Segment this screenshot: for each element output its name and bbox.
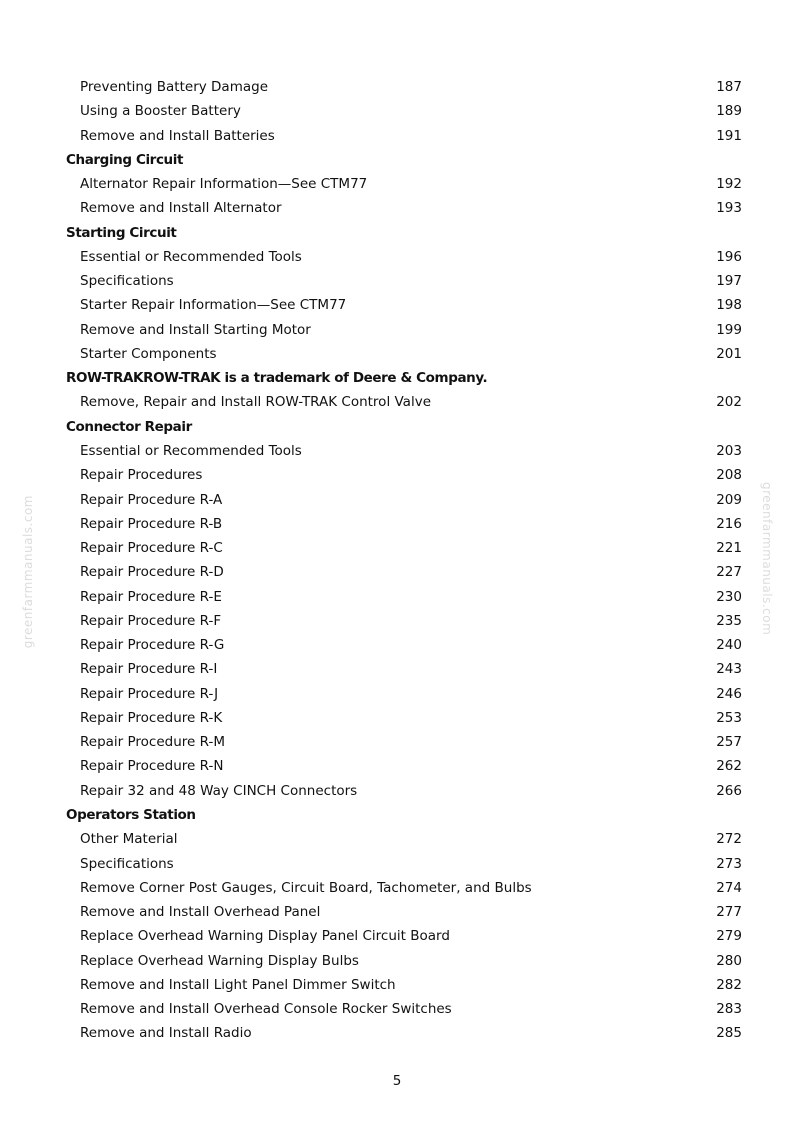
entry-page-number: 273 — [716, 855, 742, 872]
entry-page-number: 262 — [716, 758, 742, 775]
entry-page-number: 187 — [716, 79, 742, 95]
toc-entry[interactable] — [66, 924, 742, 948]
toc-entry[interactable] — [66, 1021, 742, 1045]
entry-page-number: 191 — [716, 127, 742, 144]
entry-title: Repair Procedure R-G — [80, 637, 225, 654]
page-number: 5 — [392, 1073, 402, 1089]
entry-page-number: 253 — [716, 709, 742, 726]
section-title: ROW-TRAKROW-TRAK is a trademark of Deere & Company. — [66, 370, 488, 387]
entry-title: Repair Procedure R-A — [80, 491, 223, 508]
entry-title: Remove, Repair and Install ROW-TRAK Control Valve — [80, 394, 431, 411]
toc-entry[interactable] — [66, 390, 742, 414]
table-of-contents — [66, 75, 742, 1046]
entry-title: Remove and Install Radio — [80, 1025, 252, 1042]
toc-entry[interactable] — [66, 876, 742, 900]
toc-entry[interactable] — [66, 172, 742, 196]
entry-page-number: 198 — [716, 297, 742, 314]
toc-entry[interactable] — [66, 949, 742, 973]
toc-entry[interactable] — [66, 99, 742, 123]
entry-title: Remove and Install Overhead Console Rocker Switches — [80, 1001, 452, 1018]
entry-page-number: 285 — [716, 1025, 742, 1042]
entry-page-number: 221 — [716, 540, 742, 557]
entry-page-number: 199 — [716, 321, 742, 338]
entry-title: Other Material — [80, 831, 178, 848]
toc-entry[interactable] — [66, 730, 742, 754]
toc-entry[interactable] — [66, 488, 742, 512]
toc-entry[interactable] — [66, 269, 742, 293]
entry-page-number: 202 — [716, 394, 742, 411]
entry-title: Replace Overhead Warning Display Bulbs — [80, 952, 359, 969]
entry-page-number: 193 — [716, 200, 742, 217]
toc-entry[interactable] — [66, 852, 742, 876]
toc-entry[interactable] — [66, 706, 742, 730]
section-title: Operators Station — [66, 806, 196, 823]
entry-title: Remove and Install Light Panel Dimmer Switch — [80, 976, 396, 993]
toc-section-heading — [66, 415, 742, 439]
watermark-right: greenfarmmanuals.com — [760, 482, 774, 636]
entry-page-number: 246 — [716, 685, 742, 702]
entry-page-number: 274 — [716, 879, 742, 896]
entry-title: Repair 32 and 48 Way CINCH Connectors — [80, 782, 358, 799]
entry-title: Repair Procedure R-E — [80, 588, 222, 605]
entry-page-number: 196 — [716, 248, 742, 265]
toc-entry[interactable] — [66, 342, 742, 366]
entry-page-number: 209 — [716, 491, 742, 508]
entry-title: Starter Components — [80, 345, 217, 362]
entry-page-number: 197 — [716, 273, 742, 290]
entry-title: Remove and Install Overhead Panel — [80, 904, 321, 921]
toc-entry[interactable] — [66, 997, 742, 1021]
entry-title: Remove and Install Batteries — [80, 127, 275, 144]
entry-title: Alternator Repair Information—See CTM77 — [80, 176, 368, 193]
toc-section-heading — [66, 366, 742, 390]
entry-title: Remove Corner Post Gauges, Circuit Board, Tachometer, and Bulbs — [80, 879, 532, 896]
entry-page-number: 203 — [716, 442, 742, 459]
section-title: Starting Circuit — [66, 224, 177, 241]
toc-entry[interactable] — [66, 754, 742, 778]
entry-title: Repair Procedure R-N — [80, 758, 224, 775]
entry-page-number: 201 — [716, 345, 742, 362]
section-title: Charging Circuit — [66, 151, 184, 168]
toc-entry[interactable] — [66, 827, 742, 851]
toc-entry[interactable] — [66, 536, 742, 560]
entry-title: Using a Booster Battery — [80, 103, 241, 120]
toc-entry[interactable] — [66, 609, 742, 633]
entry-title: Specifications — [80, 855, 174, 872]
toc-entry[interactable] — [66, 463, 742, 487]
entry-title: Essential or Recommended Tools — [80, 248, 302, 265]
entry-page-number: 208 — [716, 467, 742, 484]
entry-title: Repair Procedure R-D — [80, 564, 224, 581]
toc-entry[interactable] — [66, 512, 742, 536]
watermark-left: greenfarmmanuals.com — [21, 495, 35, 649]
toc-entry[interactable] — [66, 973, 742, 997]
entry-page-number: 216 — [716, 515, 742, 532]
toc-entry[interactable] — [66, 196, 742, 220]
toc-section-heading — [66, 148, 742, 172]
entry-title: Essential or Recommended Tools — [80, 442, 302, 459]
entry-page-number: 230 — [716, 588, 742, 605]
toc-entry[interactable] — [66, 779, 742, 803]
entry-page-number: 257 — [716, 734, 742, 751]
toc-entry[interactable] — [66, 75, 742, 99]
entry-page-number: 235 — [716, 612, 742, 629]
toc-entry[interactable] — [66, 293, 742, 317]
entry-title: Remove and Install Starting Motor — [80, 321, 311, 338]
entry-page-number: 266 — [716, 782, 742, 799]
entry-page-number: 240 — [716, 637, 742, 654]
toc-entry[interactable] — [66, 657, 742, 681]
entry-page-number: 283 — [716, 1001, 742, 1018]
toc-section-heading — [66, 221, 742, 245]
entry-title: Repair Procedure R-J — [80, 685, 219, 702]
toc-section-heading — [66, 803, 742, 827]
entry-page-number: 189 — [716, 103, 742, 120]
entry-page-number: 227 — [716, 564, 742, 581]
entry-page-number: 279 — [716, 928, 742, 945]
entry-page-number: 272 — [716, 831, 742, 848]
toc-entry[interactable] — [66, 124, 742, 148]
toc-entry[interactable] — [66, 633, 742, 657]
entry-title: Repair Procedure R-B — [80, 515, 223, 532]
entry-title: Specifications — [80, 273, 174, 290]
toc-entry[interactable] — [66, 245, 742, 269]
toc-entry[interactable] — [66, 560, 742, 584]
entry-title: Repair Procedure R-C — [80, 540, 223, 557]
entry-title: Repair Procedures — [80, 467, 203, 484]
entry-title: Repair Procedure R-I — [80, 661, 218, 678]
entry-title: Replace Overhead Warning Display Panel Circuit Board — [80, 928, 450, 945]
toc-entry[interactable] — [66, 900, 742, 924]
toc-entry[interactable] — [66, 439, 742, 463]
entry-title: Repair Procedure R-M — [80, 734, 225, 751]
toc-entry[interactable] — [66, 585, 742, 609]
entry-page-number: 192 — [716, 176, 742, 193]
entry-title: Preventing Battery Damage — [80, 79, 268, 95]
entry-title: Remove and Install Alternator — [80, 200, 282, 217]
entry-title: Repair Procedure R-K — [80, 709, 223, 726]
entry-title: Starter Repair Information—See CTM77 — [80, 297, 347, 314]
toc-entry[interactable] — [66, 318, 742, 342]
toc-entry[interactable] — [66, 682, 742, 706]
entry-page-number: 282 — [716, 976, 742, 993]
entry-title: Repair Procedure R-F — [80, 612, 222, 629]
section-title: Connector Repair — [66, 418, 192, 435]
entry-page-number: 277 — [716, 904, 742, 921]
entry-page-number: 243 — [716, 661, 742, 678]
entry-page-number: 280 — [716, 952, 742, 969]
